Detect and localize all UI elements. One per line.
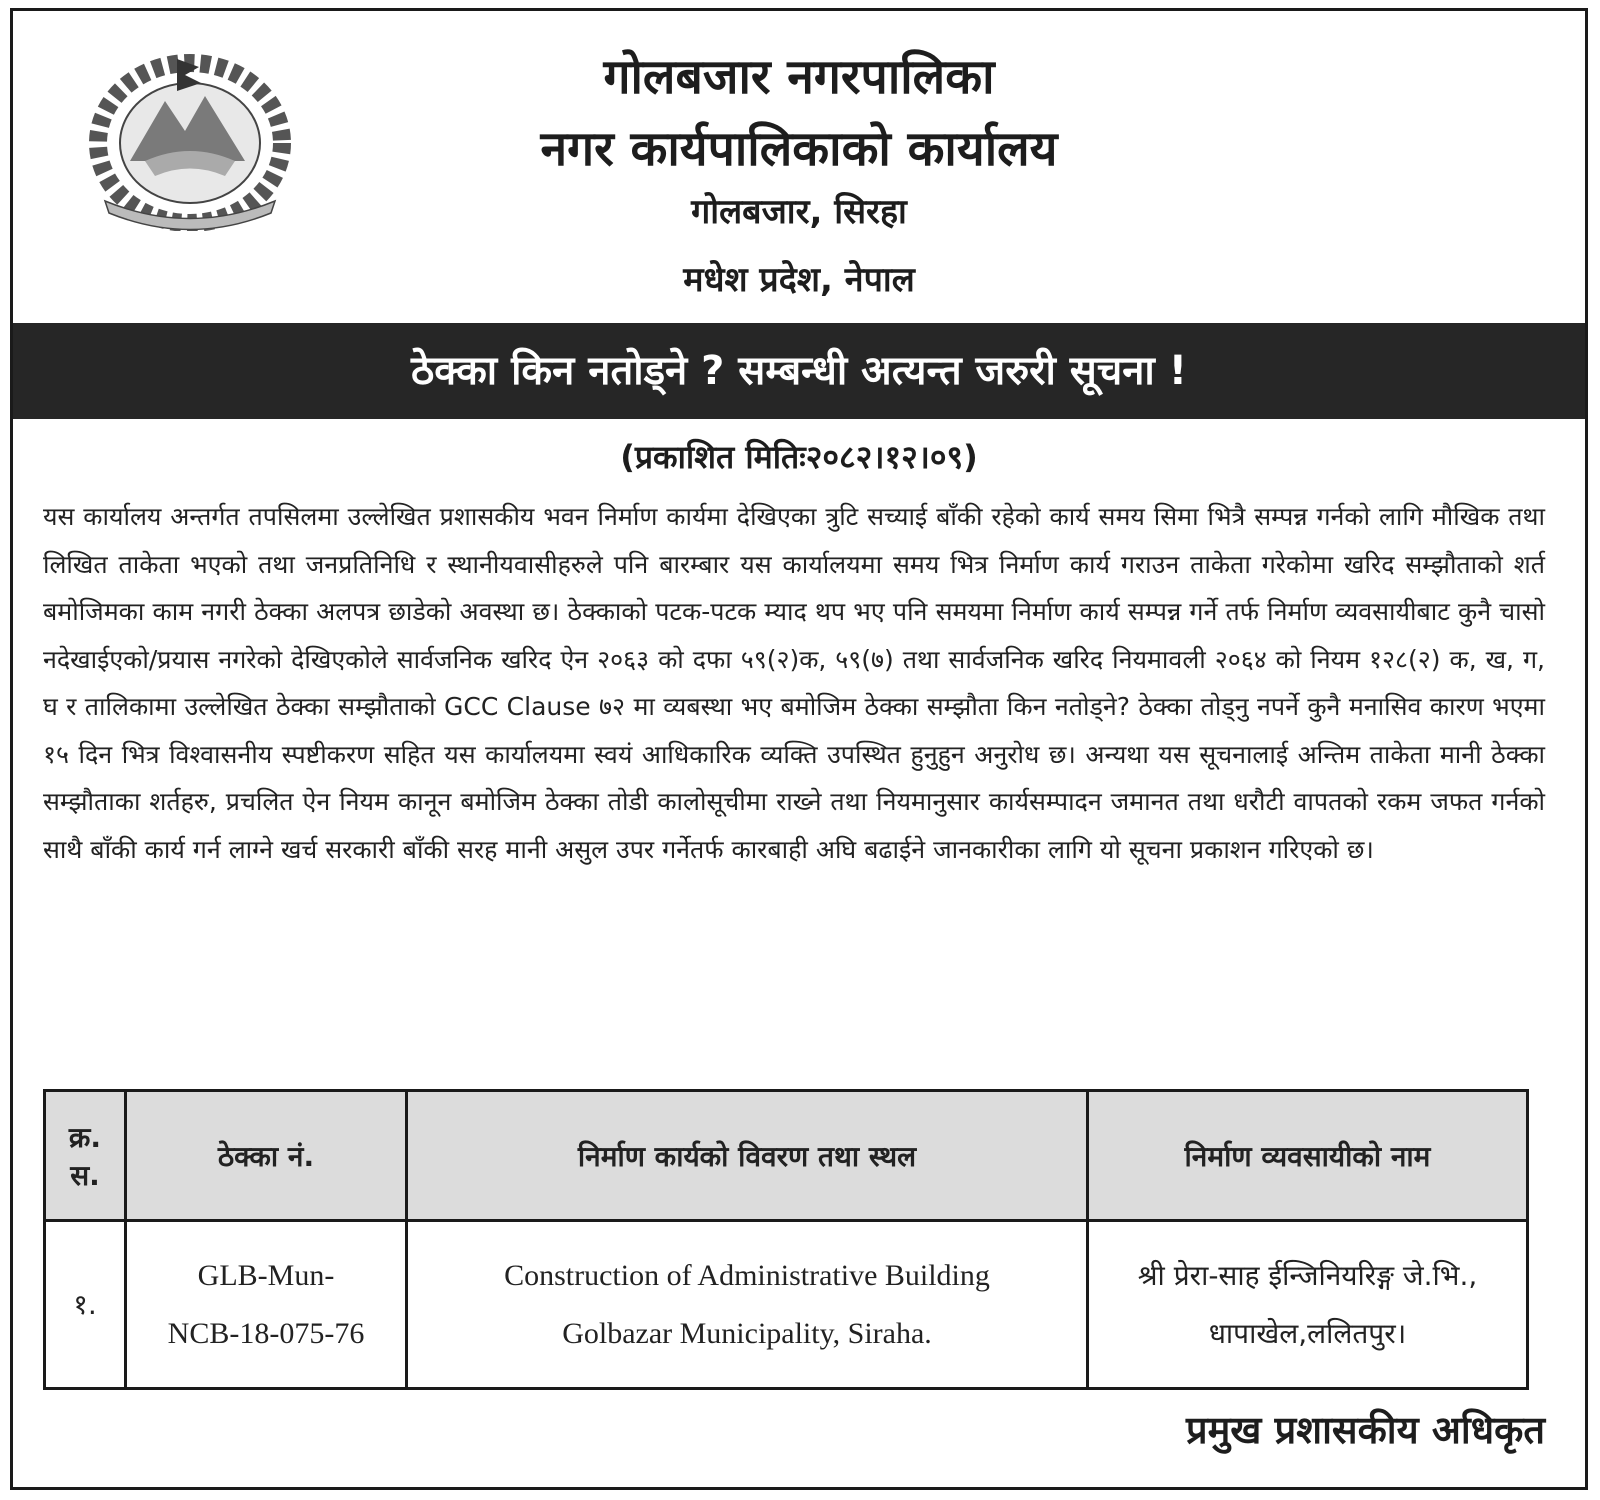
province-country: मधेश प्रदेश, नेपाल <box>683 260 915 300</box>
cell-contract-no <box>126 1221 407 1389</box>
description-line1: Construction of Administrative Building <box>504 1258 990 1292</box>
table-row <box>45 1221 1528 1389</box>
header-serial-line2: स. <box>70 1158 100 1192</box>
municipality-name: गोलबजार नगरपालिका <box>603 49 995 105</box>
description-line2: Golbazar Municipality, Siraha. <box>562 1316 932 1350</box>
header-serial <box>45 1091 126 1221</box>
contractor-line2: धापाखेल,ललितपुर। <box>1208 1316 1407 1350</box>
contract-no-line2: NCB-18-075-76 <box>167 1316 365 1350</box>
header-contract-no: ठेक्का नं. <box>126 1091 407 1221</box>
office-name: नगर कार्यपालिकाको कार्यालय <box>540 121 1058 177</box>
cell-serial: १. <box>45 1221 126 1389</box>
office-location: गोलबजार, सिरहा <box>691 192 907 232</box>
published-date: (प्रकाशित मितिः२०८२।१२।०९) <box>620 438 978 476</box>
header-contractor: निर्माण व्यवसायीको नाम <box>1088 1091 1528 1221</box>
cell-contractor <box>1088 1221 1528 1389</box>
header-description: निर्माण कार्यको विवरण तथा स्थल <box>407 1091 1088 1221</box>
contractor-line1: श्री प्रेरा-साह ईन्जिनियरिङ्ग जे.भि., <box>1137 1258 1478 1292</box>
contract-table <box>43 1089 1529 1390</box>
contract-no-line1: GLB-Mun- <box>197 1258 335 1292</box>
table-header-row <box>45 1091 1528 1221</box>
notice-page <box>10 8 1588 1490</box>
notice-body: यस कार्यालय अन्तर्गत तपसिलमा उल्लेखित प्रशासकीय भवन निर्माण कार्यमा देखिएका त्रुटि सच्याई बाँकी रहेको कार्य समय सिमा भित्रै सम्पन्न गर्नको लागि मौखिक तथा लिखित ताकेता भएको तथा जनप्रतिनिधि र स्थानीयवासीहरुले पनि बारम्बार यस कार्यालयमा समय भित्र निर्माण कार्य गराउन ताकेता गरेकोमा खरिद सम्झौताको शर्त बमोजिमका काम नगरी ठेक्का अलपत्र छाडेको अवस्था छ। ठेक्काको पटक-पटक म्याद थप भए पनि समयमा निर्माण कार्य सम्पन्न गर्ने तर्फ निर्माण व्यवसायीबाट कुनै चासो नदेखाईएको/प्रयास नगरेको देखिएकोले सार्वजनिक खरिद ऐन २०६३ को दफा ५९(२)क, ५९(७) तथा सार्वजनिक खरिद नियमावली २०६४ को नियम १२८(२) क, ख, ग, घ र तालिकामा उल्लेखित ठेक्का सम्झौताको GCC Clause ७२ मा व्यबस्था भए बमोजिम ठेक्का सम्झौता किन नतोड्ने? ठेक्का तोड्नु नपर्ने कुनै मनासिव कारण भएमा १५ दिन भित्र विश्वासनीय स्पष्टीकरण सहित यस कार्यालयमा स्वयं आधिकारिक व्यक्ति उपस्थित हुनुहुन अनुरोध छ। अन्यथा यस सूचनालाई अन्तिम ताकेता मानी ठेक्का सम्झौताका शर्तहरु, प्रचलित ऐन नियम कानून बमोजिम ठेक्का तोडी कालोसूचीमा राख्ने तथा नियमानुसार कार्यसम्पादन जमानत तथा धरौटी वापतको रकम जफत गर्नको साथै बाँकी कार्य गर्न लाग्ने खर्च सरकारी बाँकी सरह मानी असुल उपर गर्नेतर्फ कारबाही अघि बढाईने जानकारीका लागि यो सूचना प्रकाशन गरिएको छ। <box>43 502 1545 864</box>
header-serial-line1: क्र. <box>68 1120 102 1154</box>
notice-title-banner: ठेक्का किन नतोड्ने ? सम्बन्धी अत्यन्त जरुरी सूचना ! <box>13 323 1585 419</box>
cell-description <box>407 1221 1088 1389</box>
signatory-title: प्रमुख प्रशासकीय अधिकृत <box>1185 1408 1545 1452</box>
